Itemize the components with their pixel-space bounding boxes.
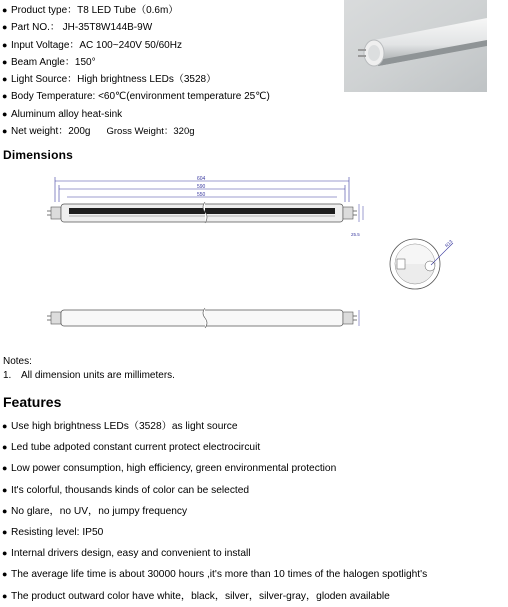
bullet-icon: ● [2, 463, 8, 474]
feature-text: No glare，no UV，no jumpy frequency [11, 505, 188, 517]
feature-item [2, 480, 502, 501]
dimension-label-mid: 590 [197, 184, 206, 190]
dimension-label-inner: 550 [197, 192, 206, 198]
feature-text: The average life time is about 30000 hours ,it's more than 10 times of the halogen spotlight's [11, 569, 428, 581]
tube-bottom-view [47, 308, 359, 328]
dimension-label-radius: R13 [444, 238, 454, 249]
feature-text: Low power consumption, high efficiency, green environmental protection [11, 463, 337, 475]
spec-list [2, 2, 342, 140]
feature-item [2, 564, 502, 585]
bullet-icon: ● [2, 74, 8, 85]
features-heading: Features [3, 394, 62, 410]
feature-list [2, 416, 502, 607]
spec-item [2, 106, 342, 123]
gross-weight: Gross Weight：320g [106, 126, 195, 138]
spec-item [2, 123, 342, 140]
bullet-icon: ● [2, 442, 8, 453]
feature-item [2, 522, 502, 543]
note-item [3, 369, 175, 383]
bullet-icon: ● [2, 91, 8, 102]
spec-text: Aluminum alloy heat-sink [11, 108, 123, 120]
spec-text: Light Source：High brightness LEDs（3528） [11, 74, 217, 86]
spec-text: Net weight：200g [11, 126, 91, 138]
spec-item [2, 37, 342, 54]
note-number: 1. [3, 370, 12, 381]
bullet-icon: ● [2, 505, 8, 516]
feature-text: Led tube adpoted constant current protect electrocircuit [11, 442, 261, 454]
dimension-label-height: 25.5 [351, 232, 360, 237]
spec-text: Product type：T8 LED Tube（0.6m） [11, 5, 179, 16]
bullet-icon: ● [2, 39, 8, 50]
feature-text: It's colorful, thousands kinds of color can be selected [11, 484, 250, 496]
bullet-icon: ● [2, 5, 8, 15]
feature-text: Resisting level: IP50 [11, 527, 104, 539]
bullet-icon: ● [2, 56, 8, 67]
bullet-icon: ● [2, 527, 8, 538]
spec-item [2, 71, 342, 88]
spec-item [2, 88, 342, 105]
spec-item [2, 2, 342, 19]
feature-item [2, 458, 502, 479]
feature-item [2, 416, 502, 437]
bullet-icon: ● [2, 569, 8, 580]
spec-item [2, 19, 342, 36]
bullet-icon: ● [2, 484, 8, 495]
notes-heading: Notes: [3, 356, 32, 367]
spec-item [2, 54, 342, 71]
dimensions-heading: Dimensions [3, 148, 74, 162]
feature-item [2, 543, 502, 564]
feature-text: Use high brightness LEDs（3528）as light source [11, 421, 238, 432]
dimension-label-total: 604 [197, 176, 206, 182]
bullet-icon: ● [2, 421, 8, 431]
bullet-icon: ● [2, 590, 8, 601]
spec-text: Beam Angle：150° [11, 56, 96, 68]
product-photo [344, 0, 487, 92]
dimension-drawing [45, 172, 495, 347]
note-text: All dimension units are millimeters. [21, 370, 175, 381]
bullet-icon: ● [2, 548, 8, 559]
spec-text: Input Voltage：AC 100~240V 50/60Hz [11, 39, 182, 51]
bullet-icon: ● [2, 22, 8, 33]
spec-text: Body Temperature: <60℃(environment temperature 25℃) [11, 91, 270, 103]
bullet-icon: ● [2, 126, 8, 137]
notes-block [3, 355, 175, 383]
feature-text: Internal drivers design, easy and convenient to install [11, 548, 251, 560]
feature-item [2, 437, 502, 458]
feature-item [2, 501, 502, 522]
bullet-icon: ● [2, 108, 8, 119]
tube-end-view [390, 239, 453, 289]
feature-text: The product outward color have white，black，silver，silver-gray，gloden available [11, 590, 390, 602]
spec-text: Part NO.： JH-35T8W144B-9W [11, 22, 153, 34]
tube-side-view [47, 202, 357, 223]
feature-item [2, 586, 502, 607]
